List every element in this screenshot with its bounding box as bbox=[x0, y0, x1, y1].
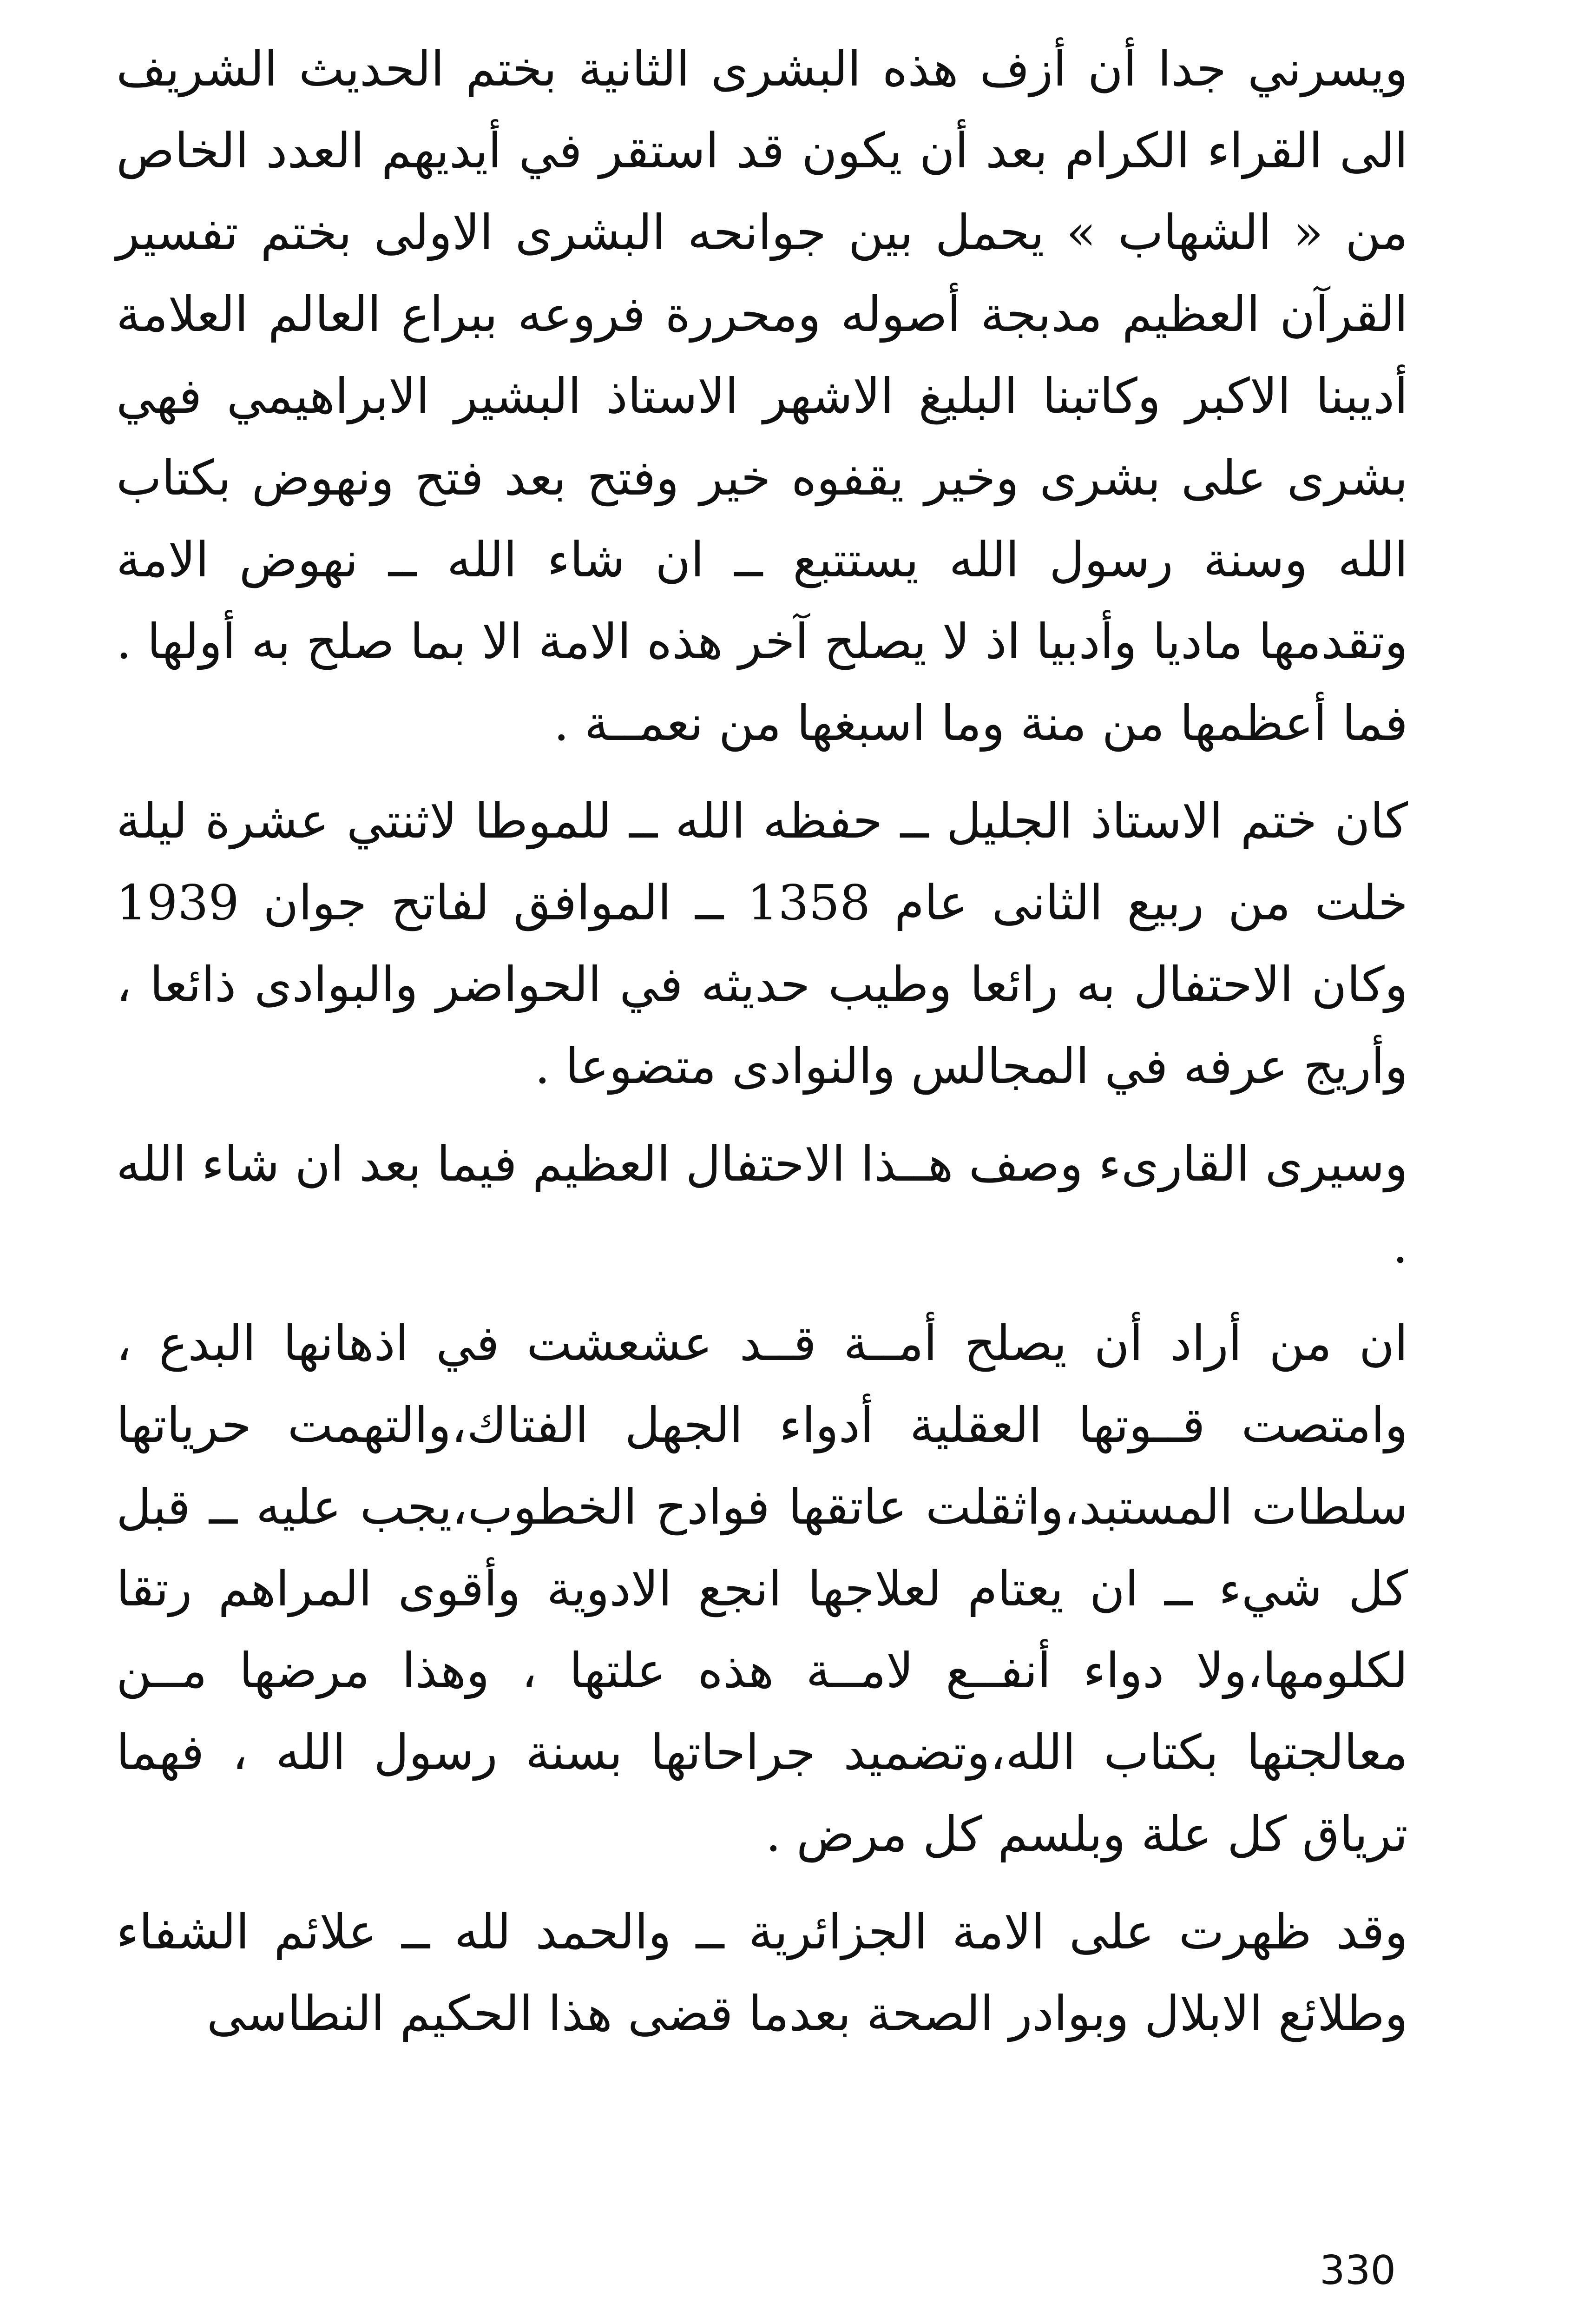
paragraph-5: وقد ظهرت على الامة الجزائرية ــ والحمد لله ــ علائم الشفاء وطلائع الابلال وبوادر الصحة بعدما قضى هذا الحكيم النطاسى bbox=[116, 1903, 1408, 2042]
paragraph-2: كان ختم الاستاذ الجليل ــ حفظه الله ــ للموطا لاثنتي عشرة ليلة خلت من ربيع الثانى عام 1358 ــ الموافق لفاتح جوان 1939 وكان الاحتفال به رائعا وطيب حديثه في الحواضر والبوادى ذائعا ، وأريج عرفه في المجالس والنوادى متضوعا . bbox=[116, 792, 1408, 1095]
page-number: 330 bbox=[1320, 2247, 1396, 2294]
paragraph-3: وسيرى القارىء وصف هــذا الاحتفال العظيم فيما بعد ان شاء الله . bbox=[116, 1136, 1408, 1274]
paragraph-4: ان من أراد أن يصلح أمــة قــد عشعشت في اذهانها البدع ، وامتصت قــوتها العقلية أدواء الجهل الفتاك،والتهمت حرياتها سلطات المستبد،واثقلت عاتقها فوادح الخطوب،يجب عليه ــ قبل كل شيء ــ ان يعتام لعلاجها انجع الادوية وأقوى المراهم رتقا لكلومها،ولا دواء أنفــع لامــة هذه علتها ، وهذا مرضها مــن معالجتها بكتاب الله،وتضميد جراحاتها بسنة رسول الله ، فهما ترياق كل علة وبلسم كل مرض . bbox=[116, 1315, 1408, 1862]
paragraph-1: ويسرني جدا أن أزف هذه البشرى الثانية بختم الحديث الشريف الى القراء الكرام بعد أن يكون قد استقر في أيديهم العدد الخاص من « الشهاب » يحمل بين جوانحه البشرى الاولى بختم تفسير القرآن العظيم مدبجة أصوله ومحررة فروعه ببراع العالم العلامة أديبنا الاكبر وكاتبنا البليغ الاشهر الاستاذ البشير الابراهيمي فهي بشرى على بشرى وخير يقفوه خير وفتح بعد فتح ونهوض بكتاب الله وسنة رسول الله يستتبع ــ ان شاء الله ــ نهوض الامة وتقدمها ماديا وأدبيا اذ لا يصلح آخر هذه الامة الا بما صلح به أولها . فما أعظمها من منة وما اسبغها من نعمــة . bbox=[116, 40, 1408, 752]
page-body-text bbox=[116, 28, 1408, 2054]
